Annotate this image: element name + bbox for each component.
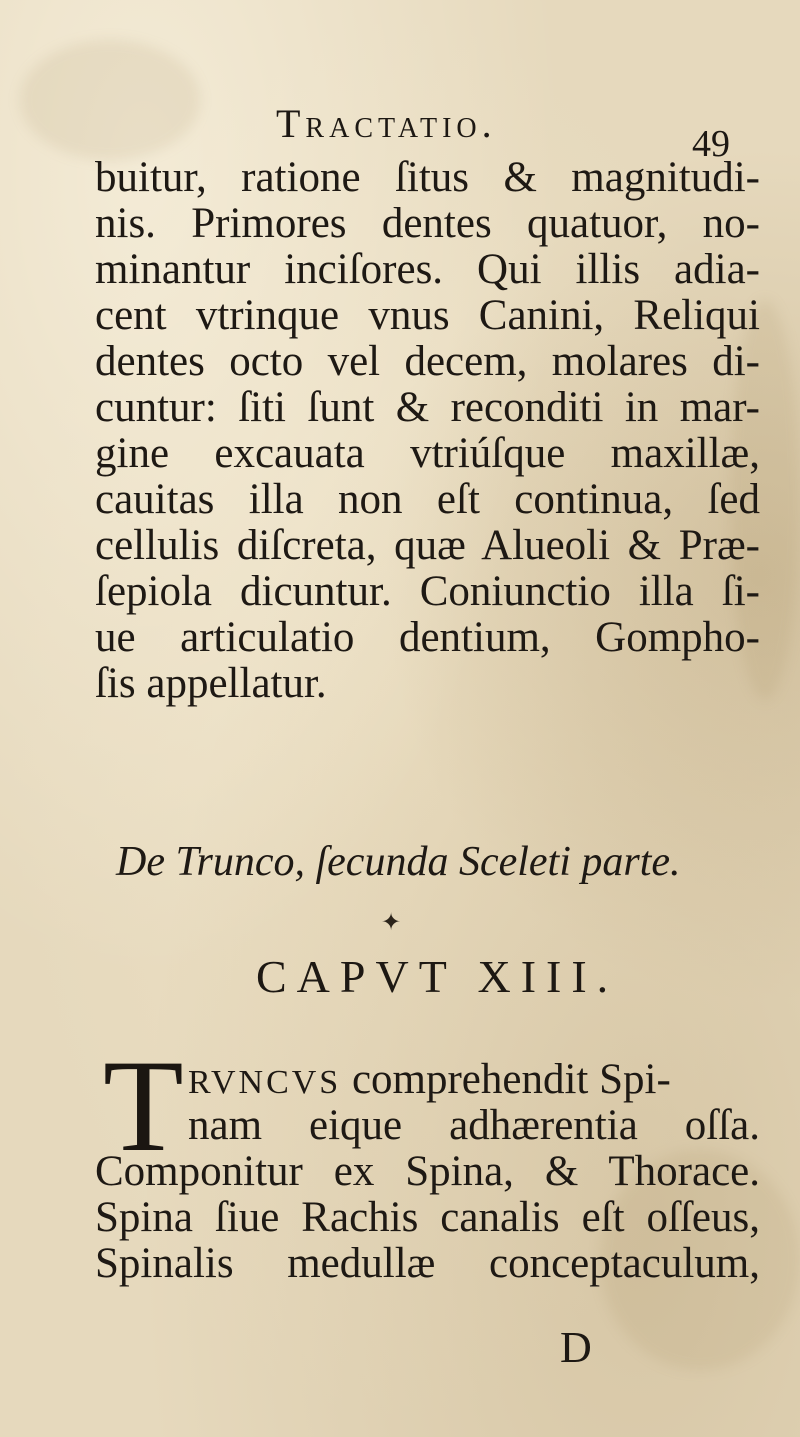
chapter-label: CAPVT (256, 951, 456, 1002)
ornament-icon: ✦ (381, 908, 402, 936)
catchword: D (560, 1323, 592, 1372)
running-title: Tractatio. (276, 101, 497, 146)
text-line: Spina ſiue Rachis canalis eſt oſſeus, (95, 1194, 760, 1241)
first-word-smallcaps: RVNCVS (188, 1064, 342, 1101)
text-line: buitur, ratione ſitus & magnitudi- (95, 154, 760, 201)
text-line: nam eique adhærentia oſſa. (188, 1102, 760, 1149)
text-line: gine excauata vtriúſque maxillæ, (95, 430, 760, 477)
text-line (95, 1057, 760, 1103)
page-number: 49 (692, 123, 730, 165)
text-line: ſis appellatur. (95, 660, 327, 707)
text-line: Componitur ex Spina, & Thorace. (95, 1148, 760, 1195)
text-line: cauitas illa non eſt continua, ſed (95, 476, 760, 523)
text-line: dentes octo vel decem, molares di- (95, 338, 760, 385)
chapter-number: XIII. (477, 951, 619, 1002)
line-rest: comprehendit Spi- (351, 1056, 671, 1103)
text-line: nis. Primores dentes quatuor, no- (95, 200, 760, 247)
chapter-paragraph (95, 1032, 760, 1287)
section-title: De Trunco, ſecunda Sceleti parte. (116, 839, 681, 885)
text-line: ue articulatio dentium, Gompho- (95, 614, 760, 661)
chapter-heading (256, 950, 618, 1003)
text-line: cent vtrinque vnus Canini, Reliqui (95, 292, 760, 339)
text-line: Spinalis medullæ conceptaculum, (95, 1240, 760, 1287)
text-line: minantur inciſores. Qui illis adia- (95, 246, 760, 293)
drop-cap: T (103, 1032, 184, 1179)
body-paragraph (95, 155, 760, 707)
text-line: cuntur: ſiti ſunt & reconditi in mar- (95, 384, 760, 431)
running-head (0, 100, 800, 165)
text-line: ſepiola dicuntur. Coniunctio illa ſi- (95, 568, 760, 615)
text-line: cellulis diſcreta, quæ Alueoli & Præ- (95, 522, 760, 569)
